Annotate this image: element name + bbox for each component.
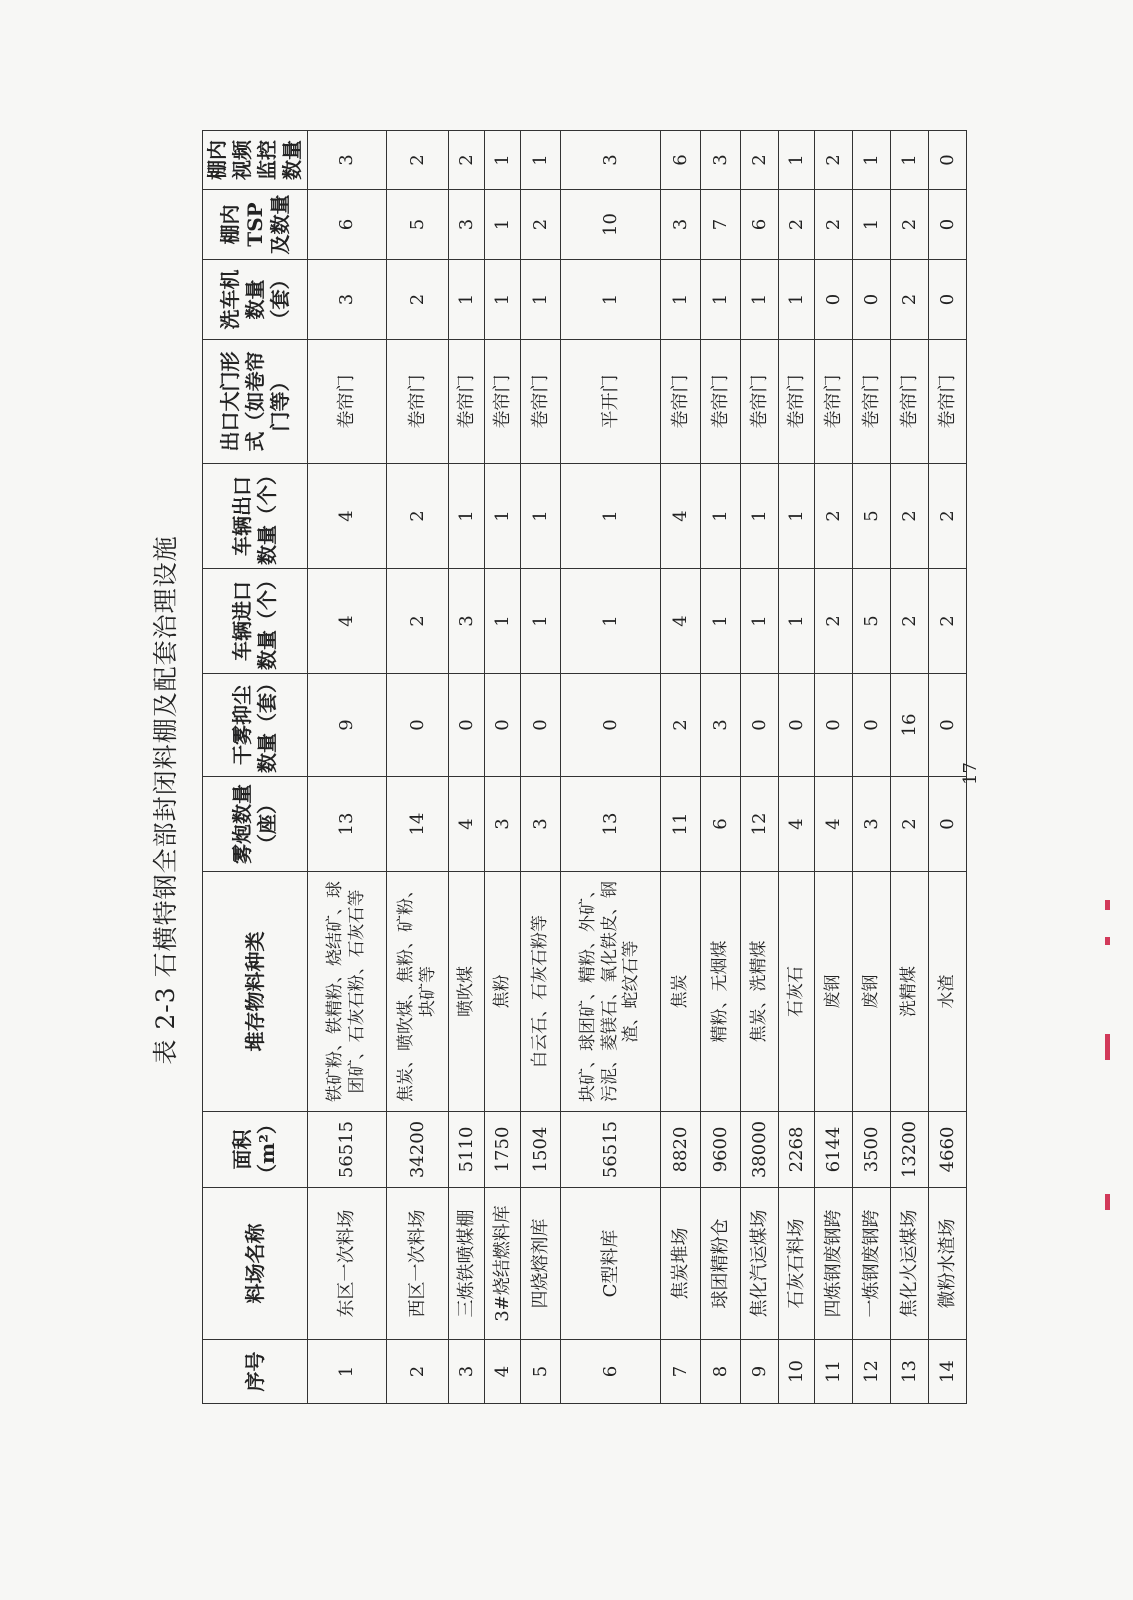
cell-tsp: 2 (891, 190, 929, 260)
col-header-no: 序号 (203, 1340, 308, 1404)
cell-dry: 3 (701, 674, 741, 777)
cell-wash: 0 (815, 260, 853, 340)
cell-in: 4 (308, 569, 387, 674)
table-row (521, 131, 561, 1404)
col-header-area: 面积（m²） (203, 1112, 308, 1188)
cell-fog: 0 (929, 777, 967, 872)
cell-name: 一炼钢废钢跨 (853, 1188, 891, 1340)
facilities-table (202, 130, 967, 1404)
cell-in: 2 (929, 569, 967, 674)
cell-video: 0 (929, 131, 967, 190)
cell-material: 焦炭、洗精煤 (741, 872, 779, 1112)
cell-door: 平开门 (561, 340, 661, 464)
cell-out: 1 (741, 464, 779, 569)
cell-wash: 1 (449, 260, 485, 340)
cell-no: 6 (561, 1340, 661, 1404)
table-row (701, 131, 741, 1404)
cell-material: 喷吹煤 (449, 872, 485, 1112)
cell-name: 东区一次料场 (308, 1188, 387, 1340)
table-row (661, 131, 701, 1404)
cell-tsp: 1 (485, 190, 521, 260)
cell-door: 卷帘门 (449, 340, 485, 464)
col-header-dry-fog: 干雾抑尘数量（套） (203, 674, 308, 777)
cell-area: 1750 (485, 1112, 521, 1188)
cell-out: 2 (387, 464, 449, 569)
cell-video: 1 (521, 131, 561, 190)
cell-material: 精粉、无烟煤 (701, 872, 741, 1112)
cell-area: 56515 (308, 1112, 387, 1188)
cell-wash: 1 (521, 260, 561, 340)
cell-dry: 2 (661, 674, 701, 777)
cell-out: 1 (521, 464, 561, 569)
table-row (387, 131, 449, 1404)
table-title: 表 2-3 石横特钢全部封闭料棚及配套治理设施 (151, 535, 180, 1065)
cell-out: 4 (308, 464, 387, 569)
table-row (741, 131, 779, 1404)
cell-dry: 0 (929, 674, 967, 777)
cell-no: 10 (779, 1340, 815, 1404)
cell-out: 2 (929, 464, 967, 569)
cell-fog: 12 (741, 777, 779, 872)
cell-out: 2 (891, 464, 929, 569)
cell-video: 3 (561, 131, 661, 190)
cell-wash: 2 (387, 260, 449, 340)
cell-wash: 0 (853, 260, 891, 340)
cell-door: 卷帘门 (308, 340, 387, 464)
cell-area: 2268 (779, 1112, 815, 1188)
cell-fog: 3 (521, 777, 561, 872)
cell-tsp: 1 (853, 190, 891, 260)
cell-dry: 0 (387, 674, 449, 777)
cell-door: 卷帘门 (701, 340, 741, 464)
cell-out: 1 (561, 464, 661, 569)
cell-fog: 3 (853, 777, 891, 872)
cell-wash: 0 (929, 260, 967, 340)
cell-name: 焦化火运煤场 (891, 1188, 929, 1340)
cell-tsp: 6 (741, 190, 779, 260)
cell-wash: 1 (561, 260, 661, 340)
cell-name: 焦化汽运煤场 (741, 1188, 779, 1340)
cell-in: 1 (521, 569, 561, 674)
cell-video: 3 (308, 131, 387, 190)
cell-area: 13200 (891, 1112, 929, 1188)
cell-dry: 0 (741, 674, 779, 777)
cell-area: 34200 (387, 1112, 449, 1188)
cell-out: 4 (661, 464, 701, 569)
cell-no: 4 (485, 1340, 521, 1404)
cell-in: 1 (701, 569, 741, 674)
cell-material: 废钢 (853, 872, 891, 1112)
cell-in: 1 (485, 569, 521, 674)
red-scan-mark (1105, 1194, 1110, 1210)
cell-tsp: 0 (929, 190, 967, 260)
cell-fog: 6 (701, 777, 741, 872)
cell-out: 1 (485, 464, 521, 569)
cell-area: 1504 (521, 1112, 561, 1188)
red-scan-mark (1105, 937, 1110, 945)
table-row (449, 131, 485, 1404)
table-row (308, 131, 387, 1404)
cell-material: 铁矿粉、铁精粉、烧结矿、球团矿、石灰石粉、石灰石等 (308, 872, 387, 1112)
cell-area: 6144 (815, 1112, 853, 1188)
cell-wash: 1 (701, 260, 741, 340)
cell-no: 14 (929, 1340, 967, 1404)
table-row (853, 131, 891, 1404)
cell-material: 焦粉 (485, 872, 521, 1112)
cell-no: 13 (891, 1340, 929, 1404)
cell-dry: 0 (853, 674, 891, 777)
cell-area: 9600 (701, 1112, 741, 1188)
cell-video: 1 (891, 131, 929, 190)
cell-in: 1 (779, 569, 815, 674)
cell-area: 56515 (561, 1112, 661, 1188)
cell-name: 微粉水渣场 (929, 1188, 967, 1340)
cell-material: 洗精煤 (891, 872, 929, 1112)
cell-fog: 13 (561, 777, 661, 872)
cell-dry: 9 (308, 674, 387, 777)
cell-video: 1 (779, 131, 815, 190)
cell-no: 3 (449, 1340, 485, 1404)
cell-dry: 0 (521, 674, 561, 777)
cell-tsp: 3 (449, 190, 485, 260)
cell-door: 卷帘门 (891, 340, 929, 464)
cell-fog: 4 (779, 777, 815, 872)
page-number: 17 (960, 762, 981, 785)
cell-material: 焦炭 (661, 872, 701, 1112)
cell-door: 卷帘门 (779, 340, 815, 464)
cell-tsp: 5 (387, 190, 449, 260)
col-header-video: 棚内视频监控数量 (203, 131, 308, 190)
cell-material: 白云石、石灰石粉等 (521, 872, 561, 1112)
cell-area: 4660 (929, 1112, 967, 1188)
cell-no: 8 (701, 1340, 741, 1404)
col-header-car-wash: 洗车机数量（套） (203, 260, 308, 340)
cell-in: 2 (815, 569, 853, 674)
cell-video: 2 (449, 131, 485, 190)
cell-door: 卷帘门 (521, 340, 561, 464)
table-row (485, 131, 521, 1404)
col-header-material: 堆存物料种类 (203, 872, 308, 1112)
table-row (561, 131, 661, 1404)
cell-name: 三炼铁喷煤棚 (449, 1188, 485, 1340)
cell-wash: 3 (308, 260, 387, 340)
cell-in: 2 (891, 569, 929, 674)
cell-dry: 0 (561, 674, 661, 777)
cell-in: 3 (449, 569, 485, 674)
cell-tsp: 7 (701, 190, 741, 260)
cell-in: 5 (853, 569, 891, 674)
cell-area: 38000 (741, 1112, 779, 1188)
cell-in: 1 (741, 569, 779, 674)
cell-tsp: 2 (815, 190, 853, 260)
col-header-fog-cannon: 雾炮数量（座） (203, 777, 308, 872)
cell-door: 卷帘门 (853, 340, 891, 464)
table-row (779, 131, 815, 1404)
cell-material: 焦炭、喷吹煤、焦粉、矿粉、块矿等 (387, 872, 449, 1112)
cell-no: 2 (387, 1340, 449, 1404)
cell-fog: 2 (891, 777, 929, 872)
cell-out: 2 (815, 464, 853, 569)
cell-out: 5 (853, 464, 891, 569)
cell-video: 2 (815, 131, 853, 190)
cell-area: 5110 (449, 1112, 485, 1188)
cell-out: 1 (449, 464, 485, 569)
cell-no: 7 (661, 1340, 701, 1404)
cell-video: 3 (701, 131, 741, 190)
cell-door: 卷帘门 (661, 340, 701, 464)
col-header-tsp: 棚内TSP及数量 (203, 190, 308, 260)
cell-wash: 1 (485, 260, 521, 340)
col-header-vehicle-in: 车辆进口数量（个） (203, 569, 308, 674)
cell-fog: 11 (661, 777, 701, 872)
cell-tsp: 2 (521, 190, 561, 260)
col-header-vehicle-out: 车辆出口数量（个） (203, 464, 308, 569)
header-row (203, 131, 308, 1404)
cell-fog: 3 (485, 777, 521, 872)
cell-fog: 4 (449, 777, 485, 872)
cell-door: 卷帘门 (485, 340, 521, 464)
cell-no: 11 (815, 1340, 853, 1404)
cell-no: 9 (741, 1340, 779, 1404)
cell-name: 石灰石料场 (779, 1188, 815, 1340)
cell-wash: 1 (741, 260, 779, 340)
cell-door: 卷帘门 (387, 340, 449, 464)
cell-out: 1 (701, 464, 741, 569)
cell-dry: 0 (815, 674, 853, 777)
cell-video: 6 (661, 131, 701, 190)
cell-name: C型料库 (561, 1188, 661, 1340)
cell-fog: 4 (815, 777, 853, 872)
cell-material: 石灰石 (779, 872, 815, 1112)
col-header-door-type: 出口大门形式（如卷帘门等） (203, 340, 308, 464)
cell-door: 卷帘门 (815, 340, 853, 464)
cell-video: 1 (853, 131, 891, 190)
cell-no: 12 (853, 1340, 891, 1404)
cell-tsp: 6 (308, 190, 387, 260)
cell-material: 块矿、球团矿、精粉、外矿、污泥、菱镁石、氧化铁皮、钢渣、蛇纹石等 (561, 872, 661, 1112)
cell-video: 1 (485, 131, 521, 190)
cell-in: 4 (661, 569, 701, 674)
cell-dry: 0 (779, 674, 815, 777)
cell-no: 1 (308, 1340, 387, 1404)
cell-wash: 1 (661, 260, 701, 340)
cell-in: 1 (561, 569, 661, 674)
cell-name: 四烧熔剂库 (521, 1188, 561, 1340)
cell-name: 西区一次料场 (387, 1188, 449, 1340)
cell-in: 2 (387, 569, 449, 674)
cell-material: 废钢 (815, 872, 853, 1112)
cell-fog: 14 (387, 777, 449, 872)
cell-wash: 1 (779, 260, 815, 340)
table-row (891, 131, 929, 1404)
cell-dry: 16 (891, 674, 929, 777)
table-row (815, 131, 853, 1404)
cell-tsp: 2 (779, 190, 815, 260)
cell-out: 1 (779, 464, 815, 569)
cell-material: 水渣 (929, 872, 967, 1112)
cell-area: 8820 (661, 1112, 701, 1188)
red-scan-mark (1105, 1034, 1110, 1060)
cell-dry: 0 (485, 674, 521, 777)
cell-wash: 2 (891, 260, 929, 340)
cell-door: 卷帘门 (929, 340, 967, 464)
cell-door: 卷帘门 (741, 340, 779, 464)
cell-fog: 13 (308, 777, 387, 872)
cell-no: 5 (521, 1340, 561, 1404)
cell-name: 四炼钢废钢跨 (815, 1188, 853, 1340)
cell-video: 2 (387, 131, 449, 190)
col-header-name: 料场名称 (203, 1188, 308, 1340)
cell-area: 3500 (853, 1112, 891, 1188)
cell-dry: 0 (449, 674, 485, 777)
cell-tsp: 10 (561, 190, 661, 260)
cell-name: 3#烧结燃料库 (485, 1188, 521, 1340)
cell-name: 球团精粉仓 (701, 1188, 741, 1340)
cell-tsp: 3 (661, 190, 701, 260)
cell-name: 焦炭堆场 (661, 1188, 701, 1340)
cell-video: 2 (741, 131, 779, 190)
red-scan-mark (1105, 900, 1110, 910)
